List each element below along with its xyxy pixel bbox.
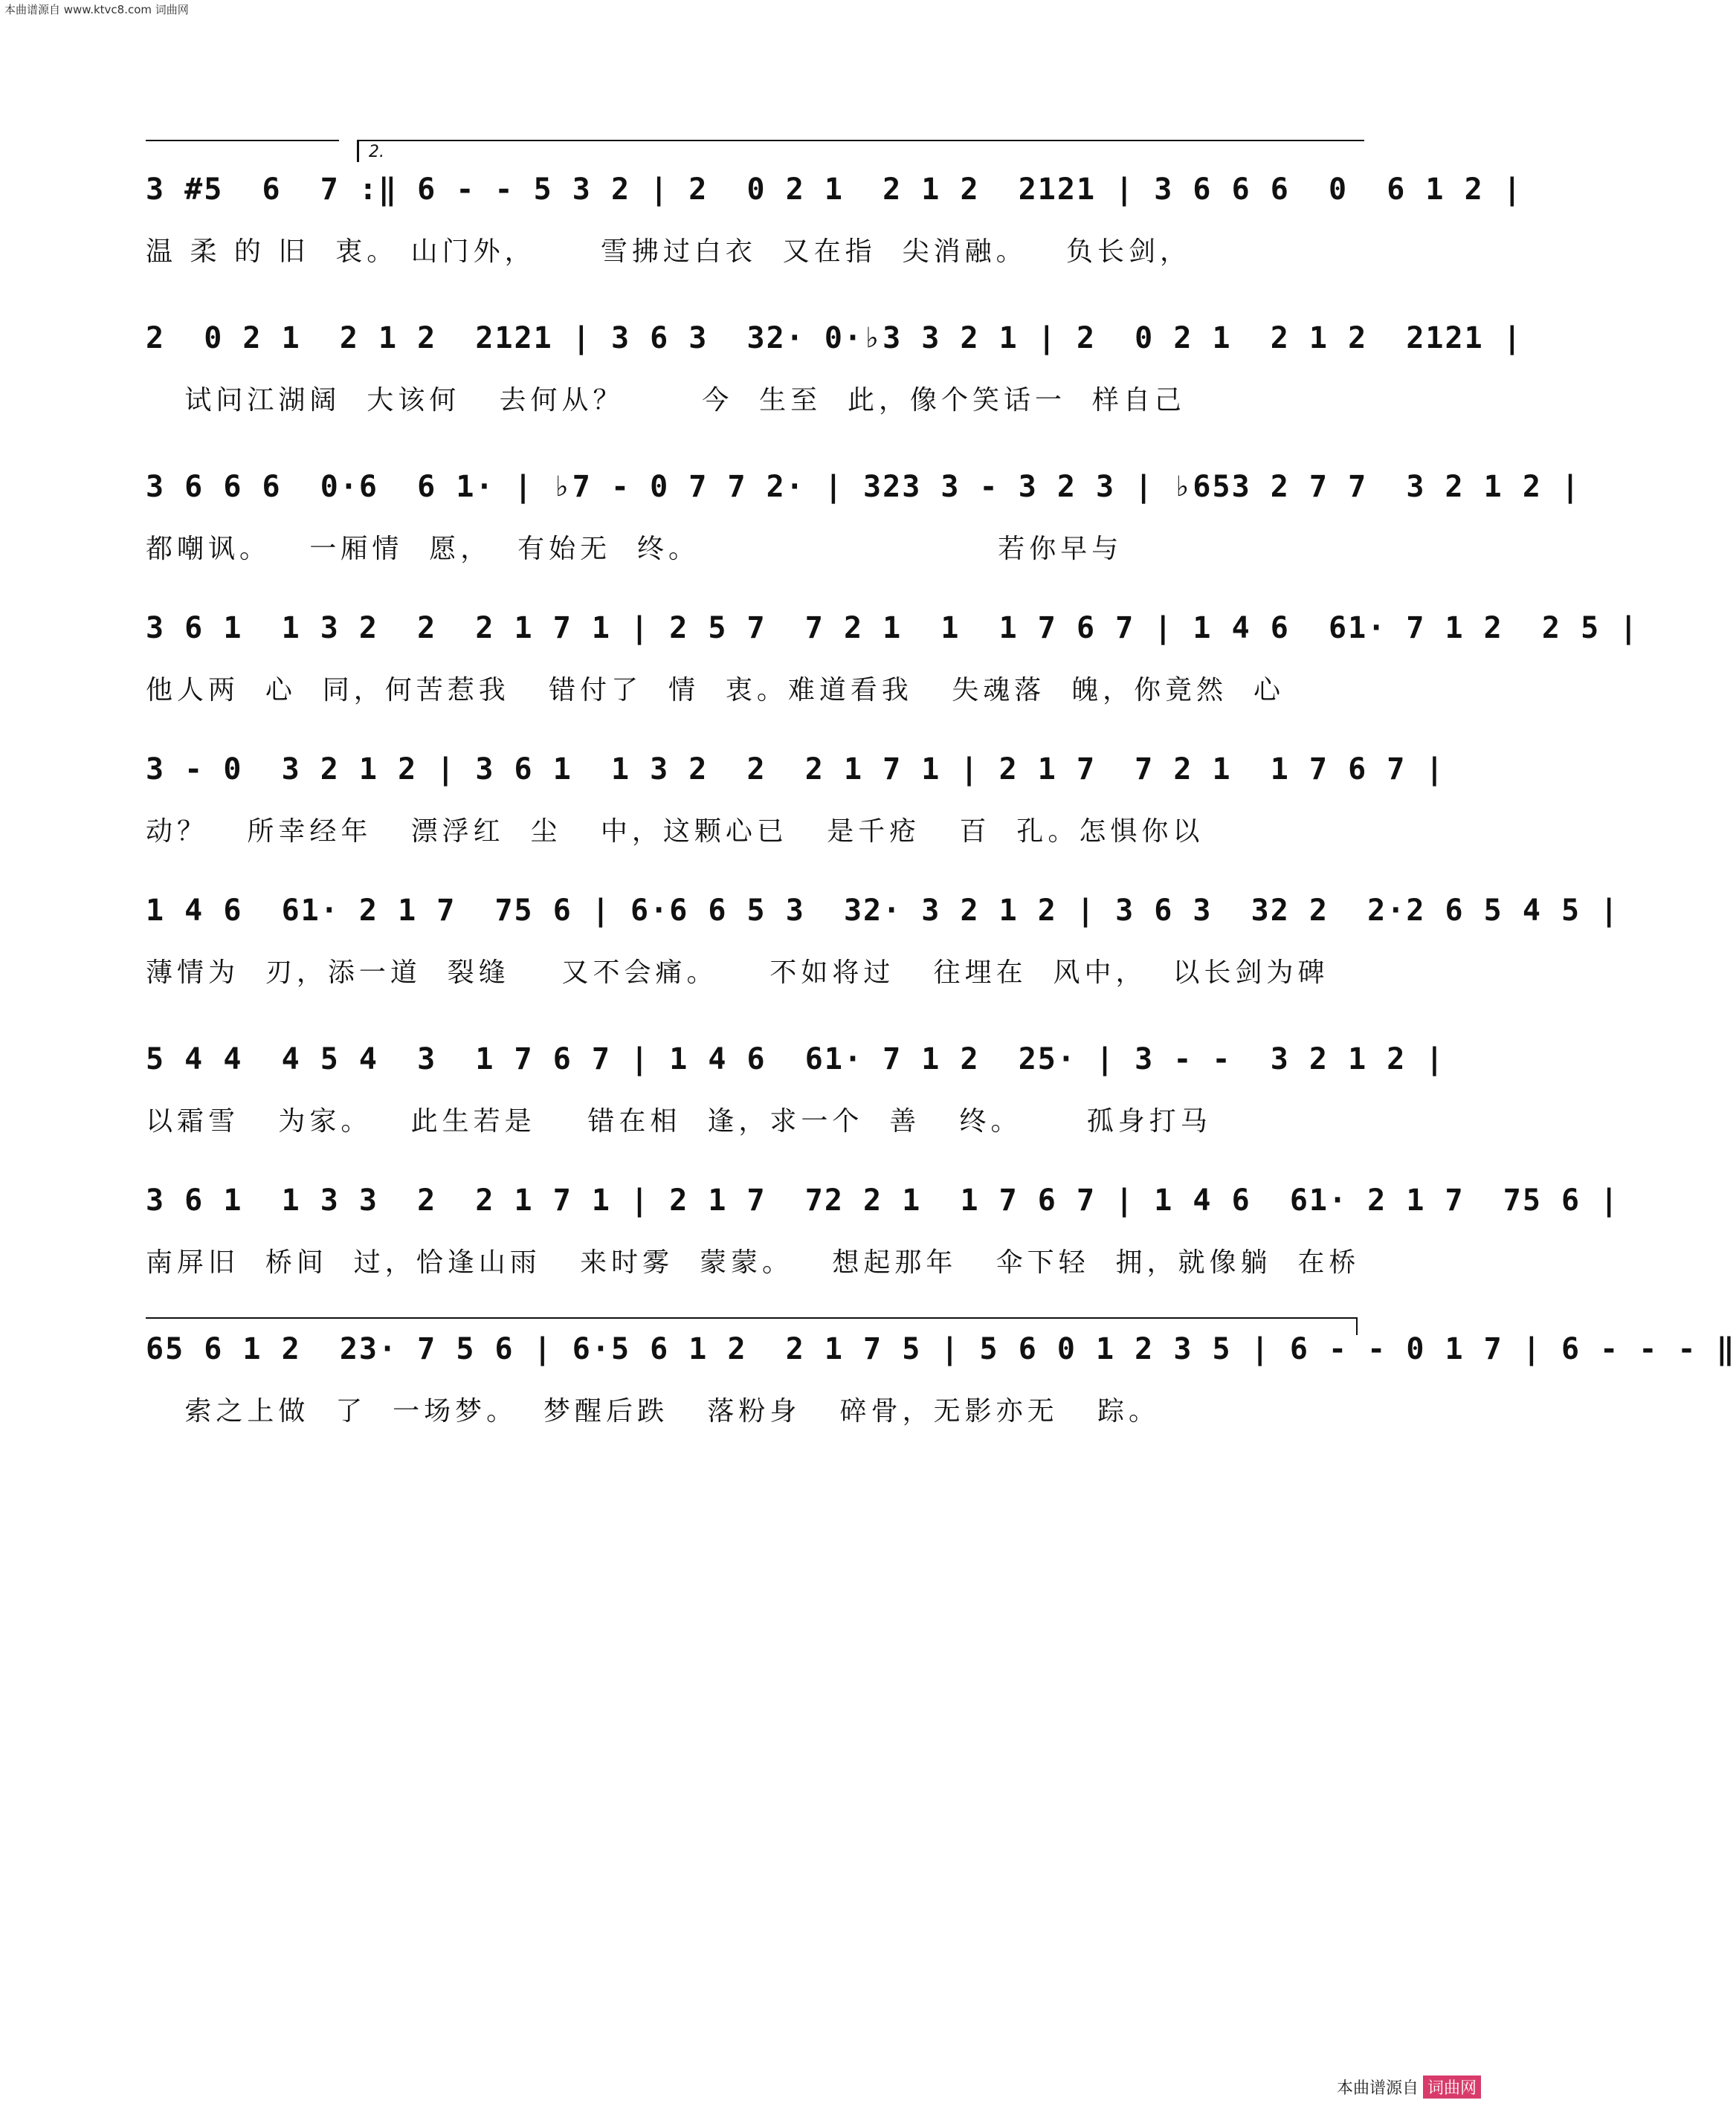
score-row-notes: 3 6 1 1 3 3 2 2 1 7 1 | 2 1 7 72 2 1 1 7 6 7 | 1 4 6 61· 2 1 7 75 6 | xyxy=(146,1183,1620,1218)
score-row-lyrics: 温 柔 的 旧 衷。 山门外， 雪拂过白衣 又在指 尖消融。 负长剑， xyxy=(146,236,1191,267)
score-row-lyrics: 动？ 所幸经年 漂浮红 尘 中，这颗心已 是千疮 百 孔。怎惧你以 xyxy=(146,816,1204,847)
footer-site-text: 本曲谱源自 xyxy=(1336,2079,1419,2098)
score-row-notes: 3 6 1 1 3 2 2 2 1 7 1 | 2 5 7 7 2 1 1 1 7 6 7 | 1 4 6 61· 7 1 2 2 5 | xyxy=(146,611,1639,645)
score-row-notes: 1 4 6 61· 2 1 7 75 6 | 6·6 6 5 3 32· 3 2 1 2 | 3 6 3 32 2 2·2 6 5 4 5 | xyxy=(146,894,1620,928)
score-row-lyrics: 以霜雪 为家。 此生若是 错在相 逢，求一个 善 终。 孤身打马 xyxy=(146,1106,1212,1137)
score-row-lyrics: 南屏旧 桥间 过，恰逢山雨 来时雾 蒙蒙。 想起那年 伞下轻 拥，就像躺 在桥 xyxy=(146,1247,1361,1278)
source-header: 本曲谱源自 www.ktvc8.com 词曲网 xyxy=(4,3,189,16)
score-row-lyrics: 都嘲讽。 一厢情 愿， 有始无 终。 若你早与 xyxy=(146,534,1123,564)
score-row-lyrics: 薄情为 刃，添一道 裂缝 又不会痛。 不如将过 往埋在 风中， 以长剑为碑 xyxy=(146,957,1329,988)
volta-line xyxy=(146,140,339,141)
second-ending-label: 2. xyxy=(369,143,384,161)
score-row-notes: 2 0 2 1 2 1 2 2121 | 3 6 3 32· 0·♭3 3 2 1 | 2 0 2 1 2 1 2 2121 | xyxy=(146,321,1523,355)
second-ending-bracket xyxy=(357,140,1364,162)
score-row-notes: 3 #5 6 7 :‖ 6 - - 5 3 2 | 2 0 2 1 2 1 2 2121 | 3 6 6 6 0 6 1 2 | xyxy=(146,172,1523,207)
source-footer xyxy=(1337,2075,1481,2099)
score-row-lyrics: 索之上做 了 一场梦。 梦醒后跌 落粉身 碎骨，无影亦无 踪。 xyxy=(146,1396,1160,1427)
score-row-lyrics: 试问江湖阔 大该何 去何从？ 今 生至 此，像个笑话一 样自己 xyxy=(146,385,1186,416)
score-row-notes: 65 6 1 2 23· 7 5 6 | 6·5 6 1 2 2 1 7 5 | 5 6 0 1 2 3 5 | 6 - - 0 1 7 | 6 - - - ‖ xyxy=(146,1332,1736,1366)
score-row-notes: 3 - 0 3 2 1 2 | 3 6 1 1 3 2 2 2 1 7 1 | 2 1 7 7 2 1 1 7 6 7 | xyxy=(146,752,1445,786)
score-row-lyrics: 他人两 心 同，何苦惹我 错付了 情 衷。难道看我 失魂落 魄，你竟然 心 xyxy=(146,675,1285,705)
footer-brand-badge: 词曲网 xyxy=(1423,2075,1481,2099)
score-row-notes: 5 4 4 4 5 4 3 1 7 6 7 | 1 4 6 61· 7 1 2 25· | 3 - - 3 2 1 2 | xyxy=(146,1042,1445,1076)
score-row-notes: 3 6 6 6 0·6 6 1· | ♭7 - 0 7 7 2· | 323 3 - 3 2 3 | ♭653 2 7 7 3 2 1 2 | xyxy=(146,470,1581,504)
